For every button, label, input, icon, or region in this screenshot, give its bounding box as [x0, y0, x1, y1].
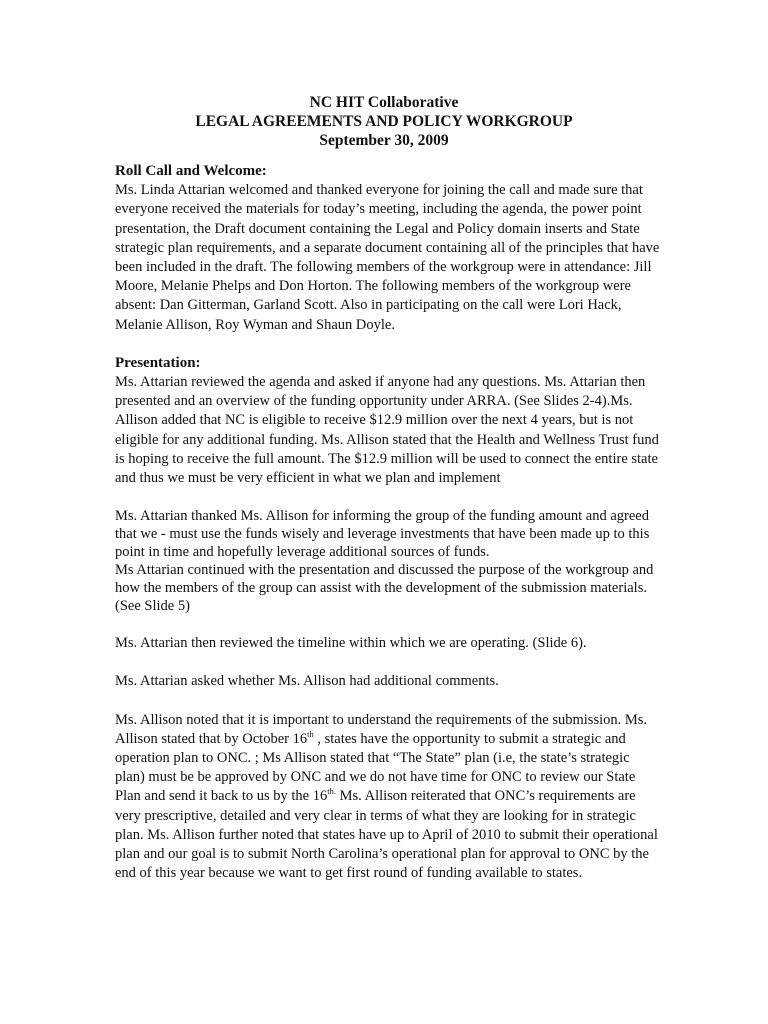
document-body: [115, 162, 663, 883]
document-header: [0, 93, 768, 150]
header-workgroup: LEGAL AGREEMENTS AND POLICY WORKGROUP: [195, 113, 573, 130]
header-organization: NC HIT Collaborative: [309, 94, 459, 111]
presentation-paragraph-4: Ms. Attarian asked whether Ms. Allison had additional comments.: [115, 673, 499, 690]
presentation-paragraph-2a: Ms. Attarian thanked Ms. Allison for informing the group of the funding amount and agreed that we - must use the funds wisely and leverage investments that have been made up to this point in time and hopefully leverage additional sources of funds.: [115, 508, 650, 561]
presentation-paragraph-2b: Ms Attarian continued with the presentation and discussed the purpose of the workgroup and how the members of the group can assist with the development of the submission materials. (See Slide 5): [115, 562, 654, 615]
paragraph-5-part-2: , states have the opportunity to submit a strategic and operation plan to ONC. ; Ms Allison stated that “The State” plan (i.e, the state’s strategic plan) must be be approved by ONC and we do not have time for ONC to review our State Plan and send it back to us by the 16: [115, 730, 636, 805]
presentation-paragraph-1: Ms. Attarian reviewed the agenda and asked if anyone had any questions. Ms. Attarian then presented and an overview of the funding opportunity under ARRA. (See Slides 2-4).Ms. Allison added that NC is eligible to receive $12.9 million over the next 4 years, but is not eligible for any additional funding. Ms. Allison stated that the Health and Wellness Trust fund is hoping to receive the full amount. The $12.9 million will be used to connect the entire state and thus we must be very efficient in what we plan and implement: [115, 374, 659, 487]
presentation-paragraph-5: [115, 711, 663, 884]
roll-call-paragraph: Ms. Linda Attarian welcomed and thanked everyone for joining the call and made sure that everyone received the materials for today’s meeting, including the agenda, the power point presentation, the Draft document containing the Legal and Policy domain inserts and State strategic plan requirements, and a separate document containing all of the principles that have been included in the draft. The following members of the workgroup were in attendance: Jill Moore, Melanie Phelps and Don Horton. The following members of the workgroup were absent: Dan Gitterman, Garland Scott. Also in participating on the call were Lori Hack, Melanie Allison, Roy Wyman and Shaun Doyle.: [115, 182, 660, 333]
roll-call-heading: Roll Call and Welcome:: [115, 163, 267, 179]
ordinal-superscript-2: th.: [327, 786, 336, 797]
presentation-heading: Presentation:: [115, 354, 201, 371]
paragraph-5-part-3: Ms. Allison reiterated that ONC’s requirements are very prescriptive, detailed and very clear in terms of what they are looking for in strategic plan. Ms. Allison further noted that states have up to April of 2010 to submit their operational plan and our goal is to submit North Carolina’s operational plan for approval to ONC by the end of this year because we want to get first round of funding available to states.: [115, 788, 658, 882]
paragraph-5-part-1: Ms. Allison noted that it is important to understand the requirements of the submission. Ms. Allison stated that by October 16: [115, 711, 648, 747]
header-date: September 30, 2009: [319, 132, 449, 149]
ordinal-superscript-1: th: [307, 728, 314, 739]
presentation-paragraph-3: Ms. Attarian then reviewed the timeline within which we are operating. (Slide 6).: [115, 635, 587, 652]
